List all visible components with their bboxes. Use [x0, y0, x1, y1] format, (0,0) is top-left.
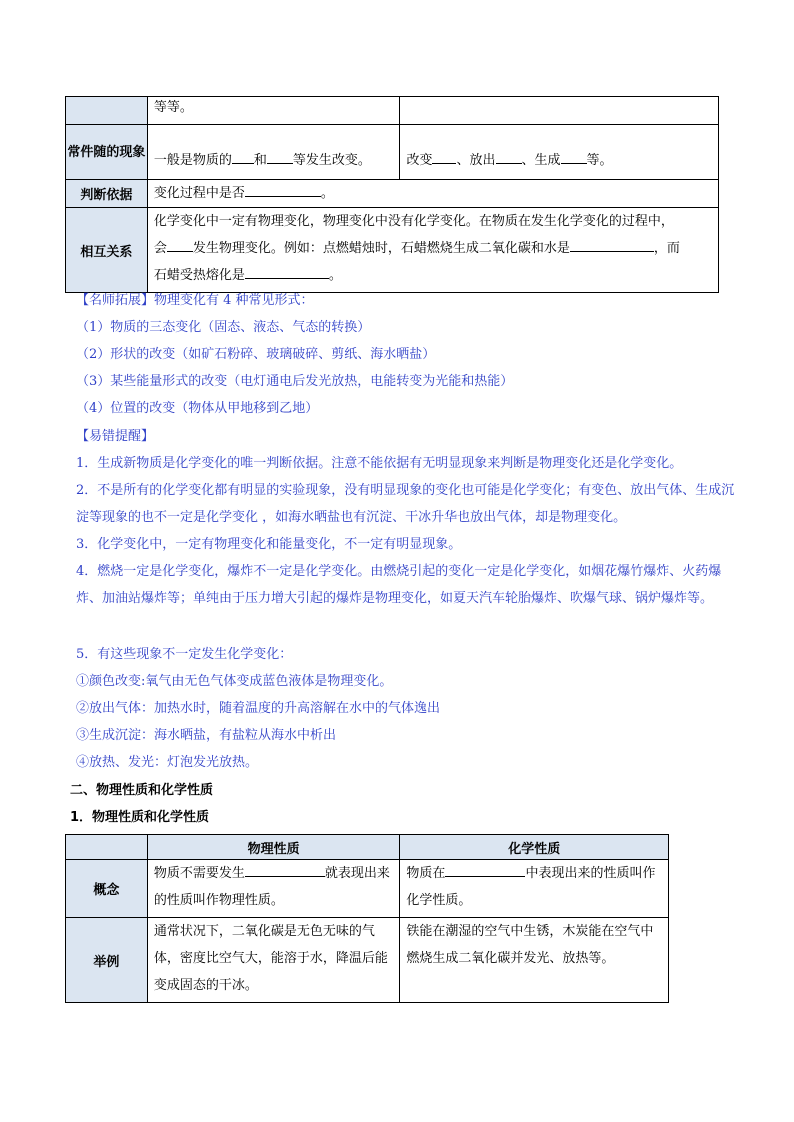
- cell-text: [400, 860, 669, 918]
- column-header: [66, 835, 148, 860]
- warning-list-item: ①颜色改变:氧气由无色气体变成蓝色液体是物理变化。: [76, 674, 393, 689]
- row-label: 相互关系: [66, 208, 148, 293]
- text: ，而: [653, 241, 680, 256]
- column-header: 物理性质: [147, 835, 400, 860]
- text: 石蜡受热熔化是: [153, 268, 245, 283]
- text: 。: [320, 186, 334, 201]
- properties-table: [65, 834, 669, 1003]
- blank: [167, 237, 193, 252]
- text: 一般是物质的: [153, 153, 232, 168]
- row-label: 概念: [66, 860, 148, 918]
- column-header: 化学性质: [400, 835, 669, 860]
- text: 发生物理变化。例如：点燃蜡烛时，石蜡燃烧生成二氧化碳和水是: [192, 241, 570, 256]
- blank: [445, 862, 525, 877]
- table-row: [66, 208, 719, 293]
- table-header-row: [66, 835, 669, 860]
- blank: [570, 237, 654, 252]
- change-comparison-table: [65, 96, 719, 293]
- blank: [245, 182, 321, 197]
- row-label: [66, 97, 148, 125]
- text-line: [154, 262, 712, 289]
- warning-paragraph: 5．有这些现象不一定发生化学变化：: [76, 647, 293, 662]
- row-label: 常件随的现象: [66, 125, 148, 180]
- text: 和: [253, 153, 267, 168]
- text: 、放出: [456, 153, 496, 168]
- table-row: [66, 918, 669, 1003]
- cell-text: [400, 125, 719, 180]
- warning-paragraph: 2．不是所有的化学变化都有明显的实验现象，没有明显现象的变化也可能是化学变化；有变色、放出气体、生成沉淀等现象的也不一定是化学变化 ，如海水晒盐也有沉淀、干冰升华也放出气体，却是物理变化。: [76, 483, 735, 525]
- table-row: [66, 97, 719, 125]
- warning-list-item: ③生成沉淀：海水晒盐，有盐粒从海水中析出: [76, 728, 337, 743]
- section-subtitle: 1．物理性质和化学性质: [70, 810, 210, 825]
- blank: [432, 149, 456, 164]
- blank: [232, 149, 254, 164]
- text: 就表现出来的性质叫作物理性质。: [153, 866, 390, 908]
- text: 物质在: [406, 866, 446, 881]
- blank: [496, 149, 522, 164]
- warning-paragraph: 4．燃烧一定是化学变化，爆炸不一定是化学变化。由燃烧引起的变化一定是化学变化，如烟花爆竹爆炸、火药爆炸、加油站爆炸等；单纯由于压力增大引起的爆炸是物理变化，如夏天汽车轮胎爆炸、吹爆气球、锅炉爆炸等。: [76, 564, 722, 606]
- cell-chemical: 等等。: [147, 97, 400, 125]
- tip-item: （3）某些能量形式的改变（电灯通电后发光放热，电能转变为光能和热能）: [76, 374, 514, 389]
- text: 中表现出来的性质叫作化学性质。: [406, 866, 656, 908]
- text: 等发生改变。: [292, 153, 371, 168]
- text: 。: [328, 268, 342, 283]
- cell-text: 通常状况下，二氧化碳是无色无味的气体，密度比空气大，能溶于水，降温后能变成固态的干冰。: [147, 918, 400, 1003]
- text: 改变: [406, 153, 433, 168]
- cell-text: [147, 208, 718, 293]
- table-row: [66, 125, 719, 180]
- text: 化学变化中一定有物理变化，物理变化中没有化学变化。在物质在发生化学变化的过程中，: [153, 214, 674, 229]
- table-row: [66, 860, 669, 918]
- cell-physical: [400, 97, 719, 125]
- blank: [267, 149, 293, 164]
- warning-list-item: ④放热、发光：灯泡发光放热。: [76, 755, 259, 770]
- row-label: 举例: [66, 918, 148, 1003]
- section-title: 二、物理性质和化学性质: [70, 783, 214, 798]
- cell-text: [147, 125, 400, 180]
- text: 物质不需要发生: [153, 866, 245, 881]
- blank: [561, 149, 587, 164]
- warning-list-item: ②放出气体：加热水时，随着温度的升高溶解在水中的气体逸出: [76, 701, 441, 716]
- cell-text: 铁能在潮湿的空气中生锈，木炭能在空气中燃烧生成二氧化碳并发光、放热等。: [400, 918, 669, 1003]
- text: 会: [153, 241, 167, 256]
- text: 、生成: [521, 153, 561, 168]
- tips-heading: 【名师拓展】物理变化有 4 种常见形式：: [76, 293, 314, 308]
- cell-text: [147, 180, 718, 208]
- tip-item: （1）物质的三态变化（固态、液态、气态的转换）: [76, 320, 371, 335]
- warning-paragraph: 1．生成新物质是化学变化的唯一判断依据。注意不能依据有无明显现象来判断是物理变化还是化学变化。: [76, 456, 683, 471]
- blank: [245, 862, 325, 877]
- row-label: 判断依据: [66, 180, 148, 208]
- warning-paragraph: 3．化学变化中，一定有物理变化和能量变化，不一定有明显现象。: [76, 537, 462, 552]
- text: 等。: [586, 153, 613, 168]
- table-row: [66, 180, 719, 208]
- tip-item: （2）形状的改变（如矿石粉碎、玻璃破碎、剪纸、海水晒盐）: [76, 347, 436, 362]
- tip-item: （4）位置的改变（物体从甲地移到乙地）: [76, 401, 319, 416]
- warnings-heading: 【易错提醒】: [76, 429, 155, 444]
- text-line: [154, 235, 712, 262]
- blank: [245, 264, 329, 279]
- cell-text: [147, 860, 400, 918]
- text: 变化过程中是否: [153, 186, 245, 201]
